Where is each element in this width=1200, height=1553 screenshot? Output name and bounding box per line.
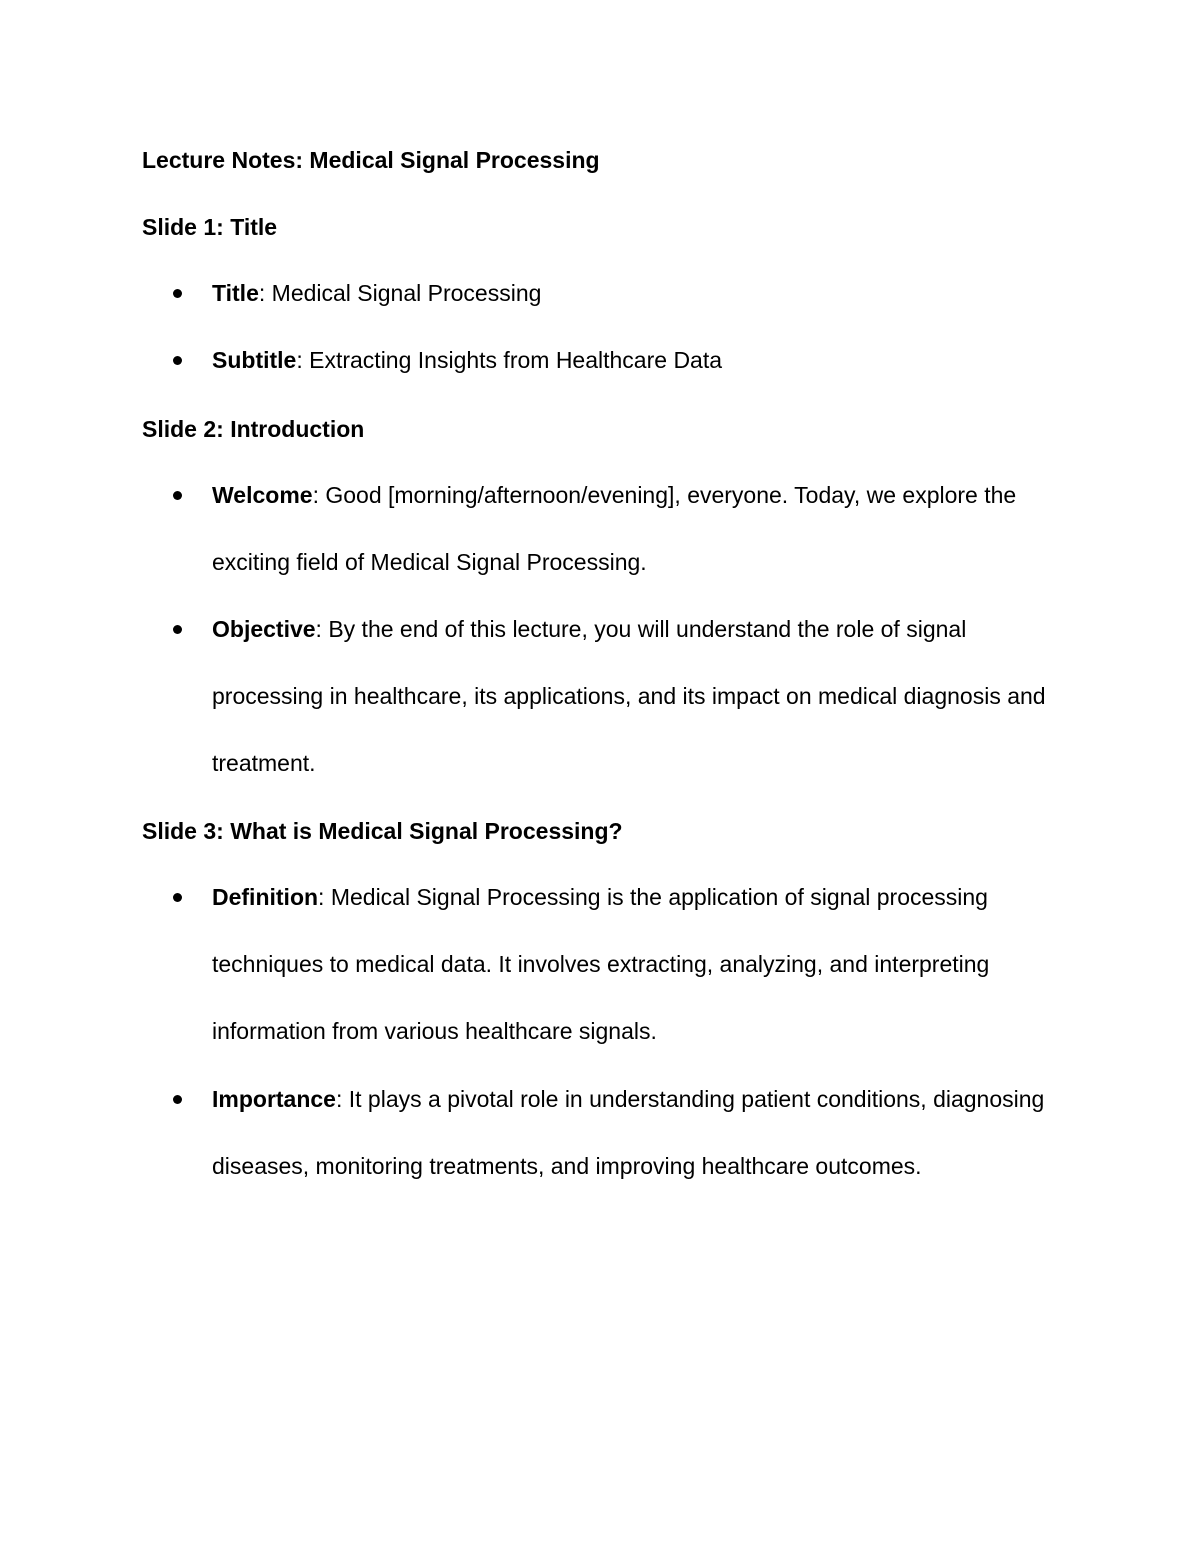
- list-item-subtitle: [212, 327, 1072, 394]
- item-term: Definition: [212, 884, 319, 910]
- bullet-icon: [173, 356, 182, 365]
- bullet-icon: [173, 491, 182, 500]
- item-term: Welcome: [212, 482, 313, 508]
- item-term: Importance: [212, 1086, 336, 1112]
- item-text: : Medical Signal Processing: [258, 280, 542, 306]
- document-title: Lecture Notes: Medical Signal Processing: [142, 147, 600, 173]
- list-item-definition: [212, 864, 1072, 1065]
- item-text: : It plays a pivotal role in understanding patient conditions, diagnosing diseases, monitoring treatments, and improving healthcare outcomes.: [212, 1086, 1045, 1179]
- bullet-icon: [173, 289, 182, 298]
- list-item-title: [212, 260, 1072, 327]
- item-term: Subtitle: [212, 347, 297, 373]
- list-item-objective: [212, 596, 1072, 797]
- item-text: : Medical Signal Processing is the application of signal processing techniques to medical data. It involves extracting, analyzing, and interpreting information from various healthcare signals.: [212, 884, 990, 1044]
- section-heading-slide-1: Slide 1: Title: [142, 214, 278, 240]
- item-text: : Good [morning/afternoon/evening], everyone. Today, we explore the exciting field of Medical Signal Processing.: [212, 482, 1017, 575]
- section-heading-slide-2: Slide 2: Introduction: [142, 416, 365, 442]
- bullet-icon: [173, 893, 182, 902]
- bullet-icon: [173, 1095, 182, 1104]
- item-text: : Extracting Insights from Healthcare Data: [296, 347, 723, 373]
- list-item-welcome: [212, 462, 1072, 596]
- item-term: Objective: [212, 616, 316, 642]
- section-heading-slide-3: Slide 3: What is Medical Signal Processing?: [142, 818, 623, 844]
- bullet-icon: [173, 625, 182, 634]
- item-text: : By the end of this lecture, you will understand the role of signal processing in healthcare, its applications, and its impact on medical diagnosis and treatment.: [212, 616, 1046, 776]
- list-item-importance: [212, 1066, 1072, 1200]
- item-term: Title: [212, 280, 259, 306]
